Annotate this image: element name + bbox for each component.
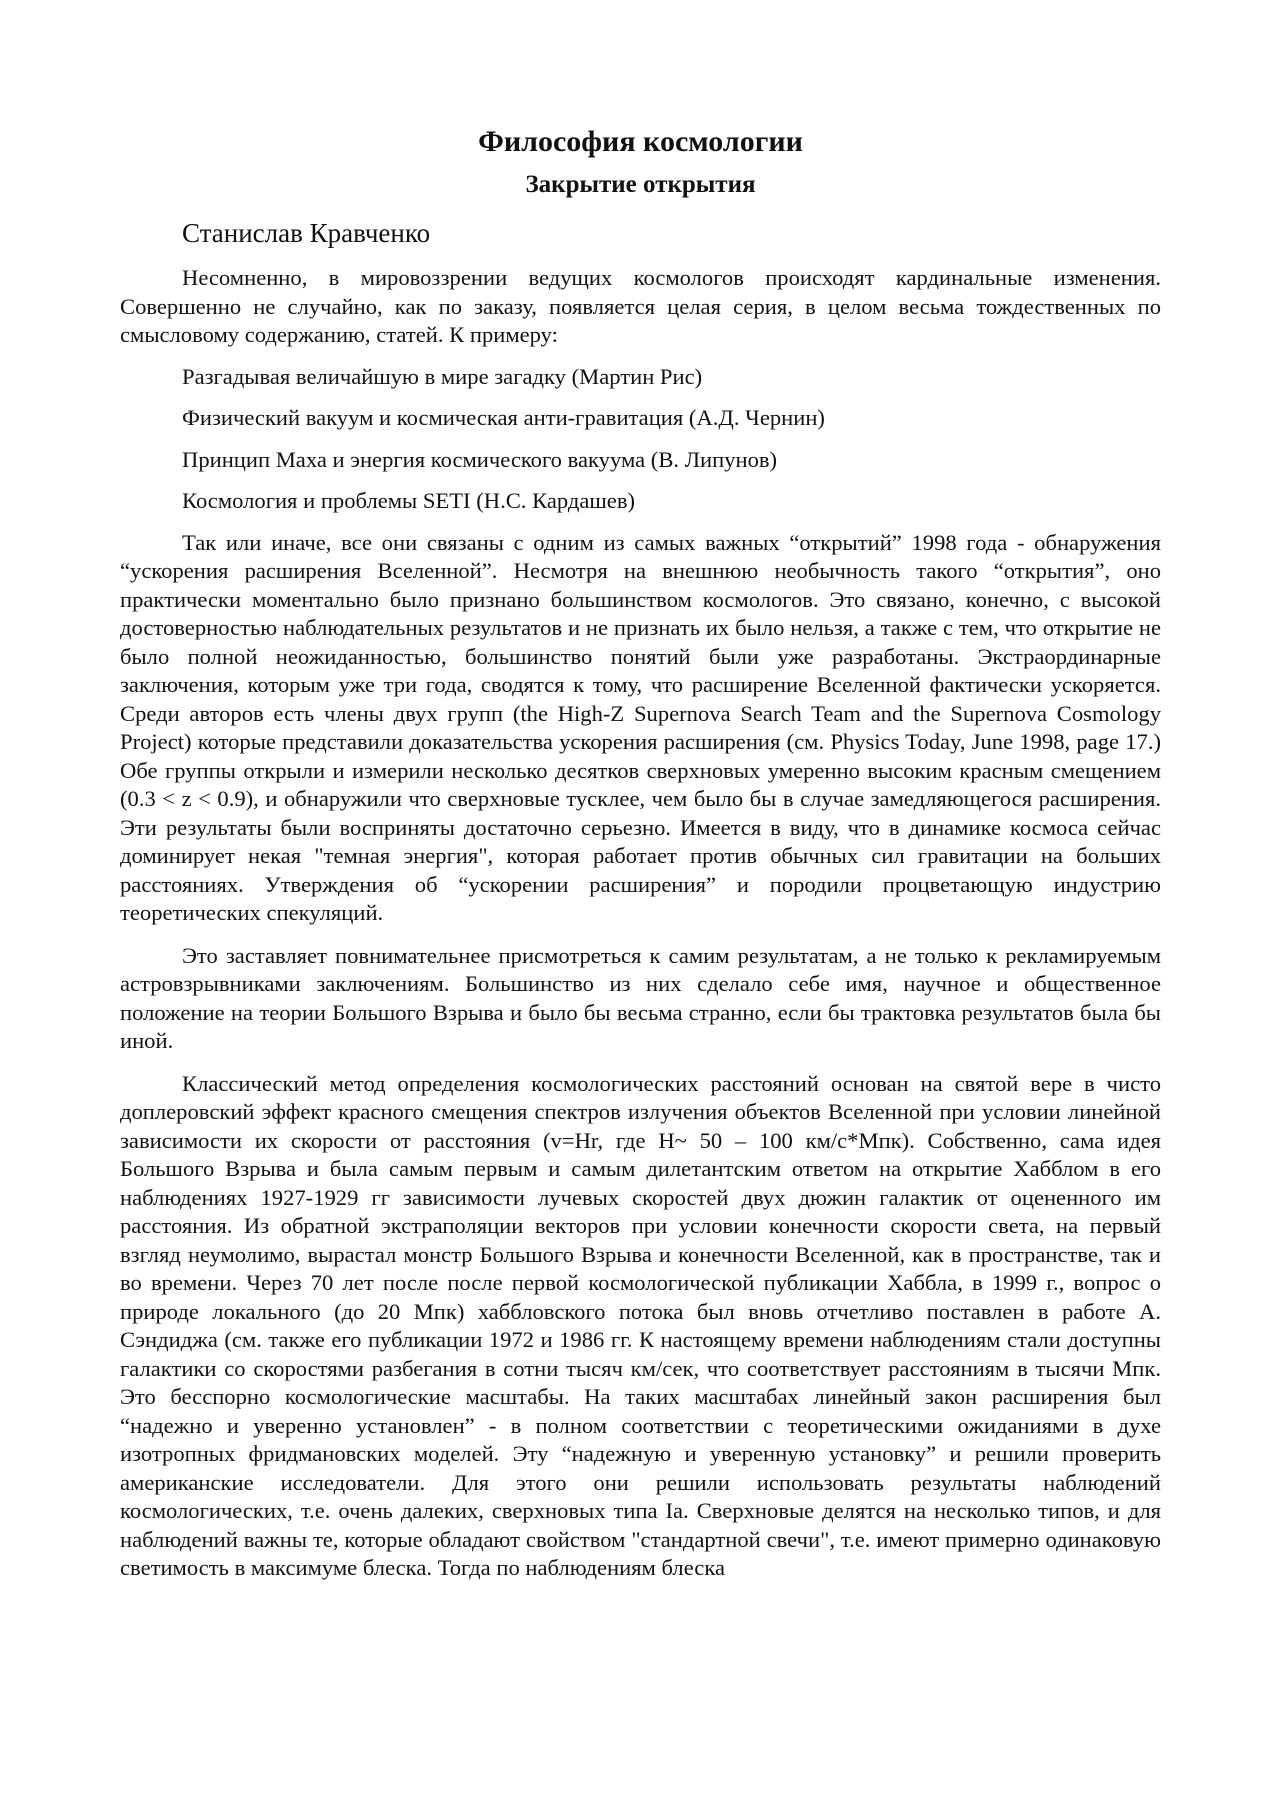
body-paragraph: Классический метод определения космологических расстояний основан на святой вере в чисто доплеровский эффект красного смещения спектров излучения объектов Вселенной при условии линейной зависимости их скорости от расстояния (v=Hr, где H~ 50 – 100 км/с*Мпк). Собственно, сама идея Большого Взрыва и была самым первым и самым дилетантским ответом на открытие Хабблом в его наблюдениях 1927-1929 гг зависимости лучевых скоростей двух дюжин галактик от оцененного им расстояния. Из обратной экстраполяции векторов при условии конечности скорости света, на первый взгляд неумолимо, вырастал монстр Большого Взрыва и конечности Вселенной, как в пространстве, так и во времени. Через 70 лет после после первой космологической публикации Хаббла, в 1999 г., вопрос о природе локального (до 20 Мпк) хаббловского потока был вновь отчетливо поставлен в работе А. Сэндиджа (см. также его публикации 1972 и 1986 гг. К настоящему времени наблюдениям стали доступны галактики со скоростями разбегания в сотни тысяч км/сек, что соответствует расстояниям в тысячи Мпк. Это бесспорно космологические масштабы. На таких масштабах линейный закон расширения был “надежно и уверенно установлен” - в полном соответствии с теоретическими ожиданиями в духе изотропных фридмановских моделей. Эту “надежную и уверенную установку” и решили проверить американские исследователи. Для этого они решили использовать результаты наблюдений космологических, т.е. очень далеких, сверхновых типа Ia. Сверхновые делятся на несколько типов, и для наблюдений важны те, которые обладают свойством "стандартной свечи", т.е. имеют примерно одинаковую светимость в максимуме блеска. Тогда по наблюдениям блеска: [120, 1070, 1161, 1580]
reference-item: Космология и проблемы SETI (Н.С. Кардашев): [182, 488, 636, 513]
document-title: Философия космологии: [478, 125, 803, 158]
reference-item: Принцип Маха и энергия космического вакуума (В. Липунов): [182, 446, 778, 472]
document-page: [120, 120, 1161, 1583]
author-name: Станислав Кравченко: [182, 218, 431, 248]
reference-item: Физический вакуум и космическая анти-гравитация (А.Д. Чернин): [182, 405, 825, 430]
document-subtitle: Закрытие открытия: [525, 171, 756, 198]
reference-item: Разгадывая величайшую в мире загадку (Мартин Рис): [182, 363, 703, 389]
body-paragraph: Так или иначе, все они связаны с одним из самых важных “открытий” 1998 года - обнаружения “ускорения расширения Вселенной”. Несмотря на внешнюю необычность такого “открытия”, оно практически моментально было признано большинством космологов. Это связано, конечно, с высокой достоверностью наблюдательных результатов и не признать их было нельзя, а также с тем, что открытие не было полной неожиданностью, большинство понятий были уже разработаны. Экстраординарные заключения, которым уже три года, сводятся к тому, что расширение Вселенной фактически ускоряется. Среди авторов есть члены двух групп (the High-Z Supernova Search Team and the Supernova Cosmology Project) которые представили доказательства ускорения расширения (см. Physics Today, June 1998, page 17.) Обе группы открыли и измерили несколько десятков сверхновых умеренно высоким красным смещением (0.3 < z < 0.9), и обнаружили что сверхновые тусклее, чем было бы в случае замедляющегося расширения. Эти результаты были восприняты достаточно серьезно. Имеется в виду, что в динамике космоса сейчас доминирует некая "темная энергия", которая работает против обычных сил гравитации на больших расстояниях. Утверждения об “ускорении расширения” и породили процветающую индустрию теоретических спекуляций.: [120, 529, 1161, 925]
reference-list: [120, 363, 1161, 516]
body-paragraph: Это заставляет повнимательнее присмотреться к самим результатам, а не только к рекламируемым астровзрывниками заключениям. Большинство из них сделало себе имя, научное и общественное положение на теории Большого Взрыва и было бы весьма странно, если бы трактовка результатов была бы иной.: [120, 942, 1161, 1053]
intro-paragraph: Несомненно, в мировоззрении ведущих космологов происходят кардинальные изменения. Совершенно не случайно, как по заказу, появляется целая серия, в целом весьма тождественных по смысловому содержанию, статей. К примеру:: [120, 265, 1161, 347]
